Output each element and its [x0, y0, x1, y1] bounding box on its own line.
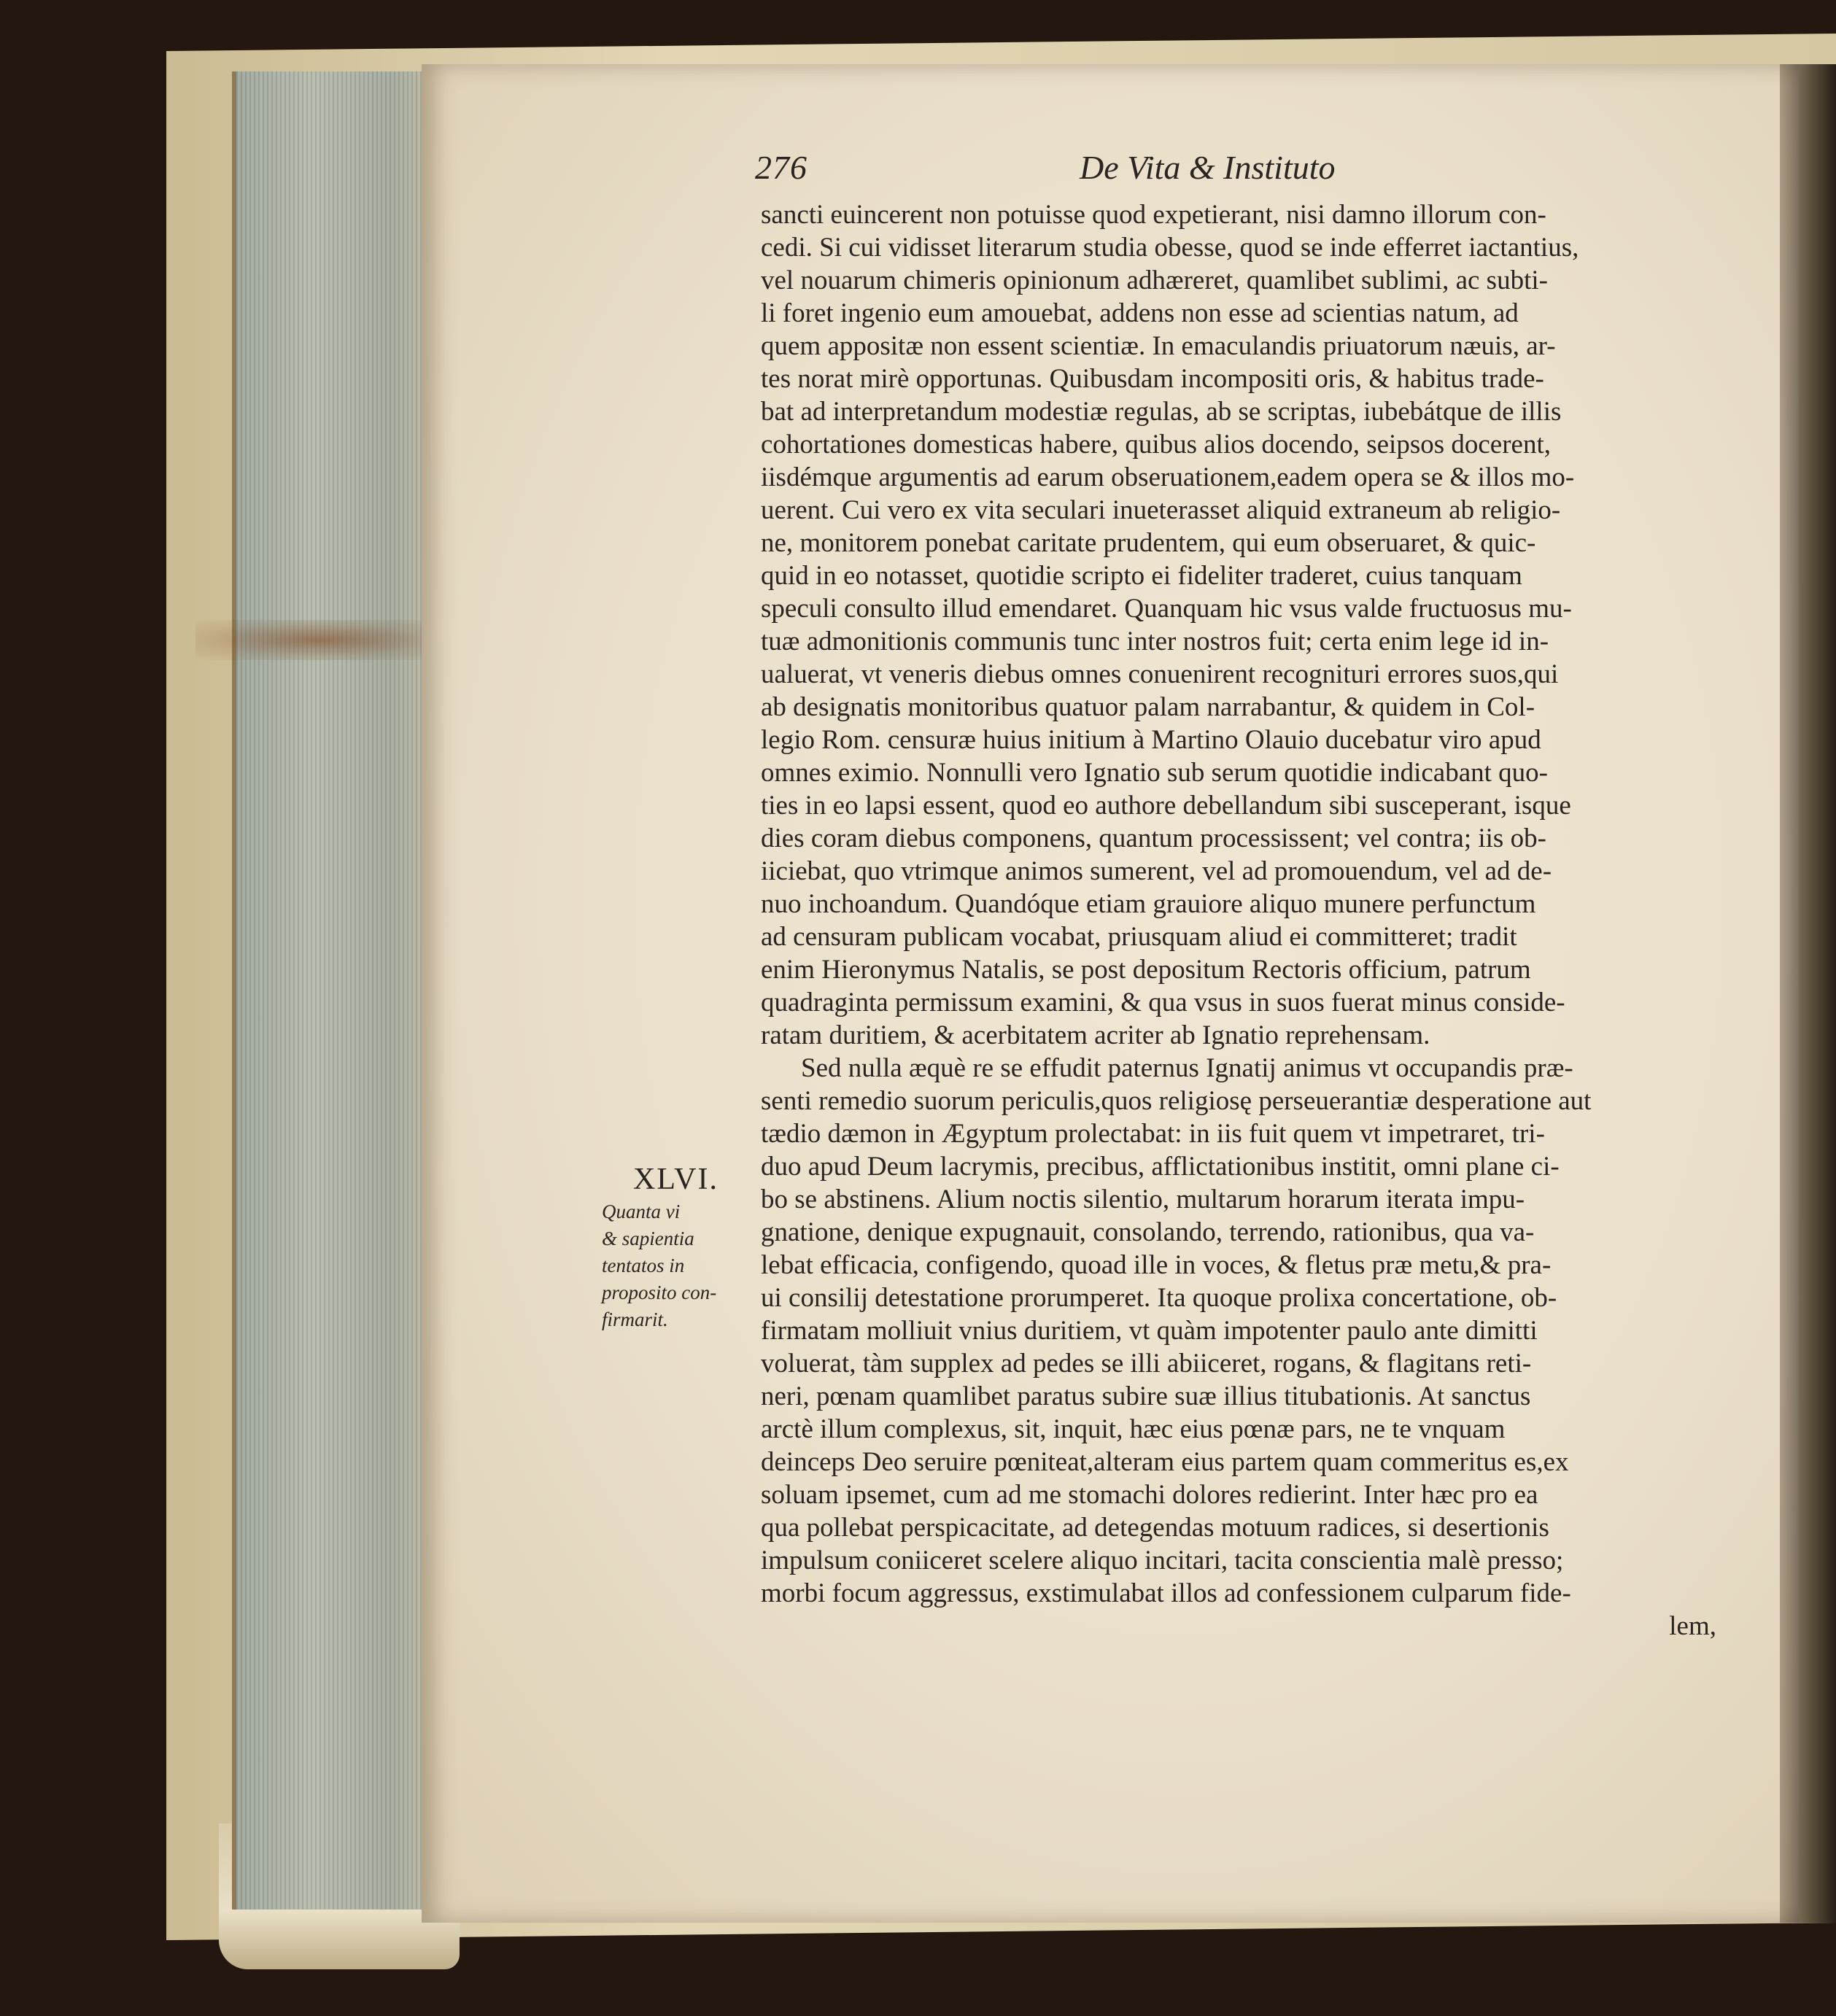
text-line: legio Rom. censuræ huius initium à Martino Olauio ducebatur viro apud	[761, 725, 1541, 755]
text-line: bo se abstinens. Alium noctis silentio, multarum horarum iterata impu-	[761, 1185, 1525, 1214]
text-line: omnes eximio. Nonnulli vero Ignatio sub serum quotidie indicabant quo-	[761, 758, 1548, 788]
text-line: nuo inchoandum. Quandóque etiam grauiore aliquo munere perfunctum	[761, 889, 1536, 919]
catchword-line: lem,	[1669, 1611, 1716, 1641]
text-line: firmatam molliuit vnius duritiem, vt quàm impotenter paulo ante dimitti	[761, 1316, 1538, 1346]
margin-note-line: & sapientia	[602, 1228, 694, 1249]
text-line: arctè illum complexus, sit, inquit, hæc eius pœnæ pars, ne te vnquam	[761, 1414, 1506, 1444]
margin-note-line: tentatos in	[602, 1255, 685, 1276]
edge-stain	[195, 620, 443, 660]
text-line: tædio dæmon in Ægyptum prolectabat: in iis fuit quem vt impetraret, tri-	[761, 1119, 1545, 1149]
text-line: ualuerat, vt veneris diebus omnes conuenirent recogniturі errores suos,qui	[761, 659, 1559, 689]
page-number: 276	[755, 149, 807, 186]
text-line: soluam ipsemet, cum ad me stomachi dolores redierint. Inter hæc pro ea	[761, 1480, 1538, 1510]
text-line: cedi. Si cui vidisset literarum studia obesse, quod se inde efferret iactantius,	[761, 233, 1579, 263]
text-line: tuæ admonitionis communis tunc inter nostros fuit; certa enim lege id in-	[761, 627, 1549, 656]
text-line: tes norat mirè opportunas. Quibusdam incompositi oris, & habitus trade-	[761, 364, 1544, 394]
text-line: impulsum coniiceret scelere aliquo incitari, tacita conscientia malè presso;	[761, 1546, 1564, 1575]
paragraph-start-line: Sed nulla æquè re se effudit paternus Ignatij animus vt occupandis præ-	[801, 1053, 1573, 1083]
text-line: enim Hieronymus Natalis, se post depositum Rectoris officium, patrum	[761, 955, 1531, 985]
text-line: li foret ingenio eum amouebat, addens non esse ad scientias natum, ad	[761, 298, 1519, 328]
text-line: ui consilij detestatione prorumperet. Ita quoque prolixa concertatione, ob-	[761, 1283, 1557, 1313]
text-line: iiciebat, quo vtrimque animos sumerent, vel ad promouendum, vel ad de-	[761, 856, 1552, 886]
text-line: speculi consulto illud emendaret. Quanquam hic vsus valde fructuosus mu-	[761, 594, 1572, 624]
text-line: ab designatis monitoribus quatuor palam narrabantur, & quidem in Col-	[761, 692, 1535, 722]
text-line: voluerat, tàm supplex ad pedes se illi abiiceret, rogans, & flagitans reti-	[761, 1349, 1532, 1379]
text-line: morbi focum aggressus, exstimulabat illos ad confessionem culparum fide-	[761, 1578, 1571, 1608]
text-line: ties in eo lapsi essent, quod eo authore debellandum sibi susceperant, isque	[761, 791, 1571, 821]
text-line: qua pollebat perspicacitate, ad detegendas motuum radices, si desertionis	[761, 1513, 1549, 1543]
text-line: deinceps Deo seruire pœniteat,alteram eius partem quam commeritus es,ex	[761, 1447, 1569, 1477]
text-line: duo apud Deum lacrymis, precibus, afflictationibus institit, omni plane ci-	[761, 1152, 1560, 1182]
text-line: ratam duritiem, & acerbitatem acriter ab Ignatio reprehensam.	[761, 1020, 1430, 1050]
text-line: iisdémque argumentis ad earum obseruationem,eadem opera se & illos mo-	[761, 462, 1575, 492]
margin-note	[602, 1198, 759, 1333]
margin-note-line: proposito con-	[602, 1282, 717, 1303]
body-text	[761, 198, 1716, 1643]
text-line: lebat efficacia, configendo, quoad ille in voces, & fletus præ metu,& pra-	[761, 1250, 1552, 1280]
text-line: cohortationes domesticas habere, quibus alios docendo, seipsos docerent,	[761, 430, 1551, 460]
text-line: quid in eo notasset, quotidie scripto ei fideliter traderet, cuius tanquam	[761, 561, 1522, 591]
margin-note-line: Quanta vi	[602, 1201, 681, 1222]
text-line: bat ad interpretandum modestiæ regulas, ab se scriptas, iubebátque de illis	[761, 397, 1562, 427]
section-number: XLVI.	[633, 1163, 718, 1196]
text-line: dies coram diebus componens, quantum processissent; vel contra; iis ob-	[761, 823, 1546, 853]
text-line: quem appositæ non essent scientiæ. In emaculandis priuatorum næuis, ar-	[761, 331, 1556, 361]
text-line: uerent. Cui vero ex vita seculari inueterasset aliquid extraneum ab religio-	[761, 495, 1561, 525]
text-line: neri, pœnam quamlibet paratus subire suæ illius titubationis. At sanctus	[761, 1381, 1531, 1411]
text-line: ad censuram publicam vocabat, priusquam aliud ei committeret; tradit	[761, 922, 1517, 952]
text-line: sancti euincerent non potuisse quod expetierant, nisi damno illorum con-	[761, 200, 1546, 230]
running-title: De Vita & Instituto	[1080, 149, 1336, 186]
margin-note-line: firmarit.	[602, 1309, 668, 1330]
gutter-shadow	[1780, 64, 1836, 1923]
text-line: gnatione, denique expugnauit, consolando, terrendo, rationibus, qua va-	[761, 1217, 1535, 1247]
text-line: vel nouarum chimeris opinionum adhæreret, quamlibet sublimi, ac subti-	[761, 265, 1548, 295]
text-line: senti remedio suorum periculis,quos religiosę perseuerantiæ desperatione aut	[761, 1086, 1592, 1116]
text-line: quadraginta permissum examini, & qua vsus in suos fuerat minus conside-	[761, 988, 1565, 1017]
text-line: ne, monitorem ponebat caritate prudentem, qui eum obseruaret, & quic-	[761, 528, 1536, 558]
